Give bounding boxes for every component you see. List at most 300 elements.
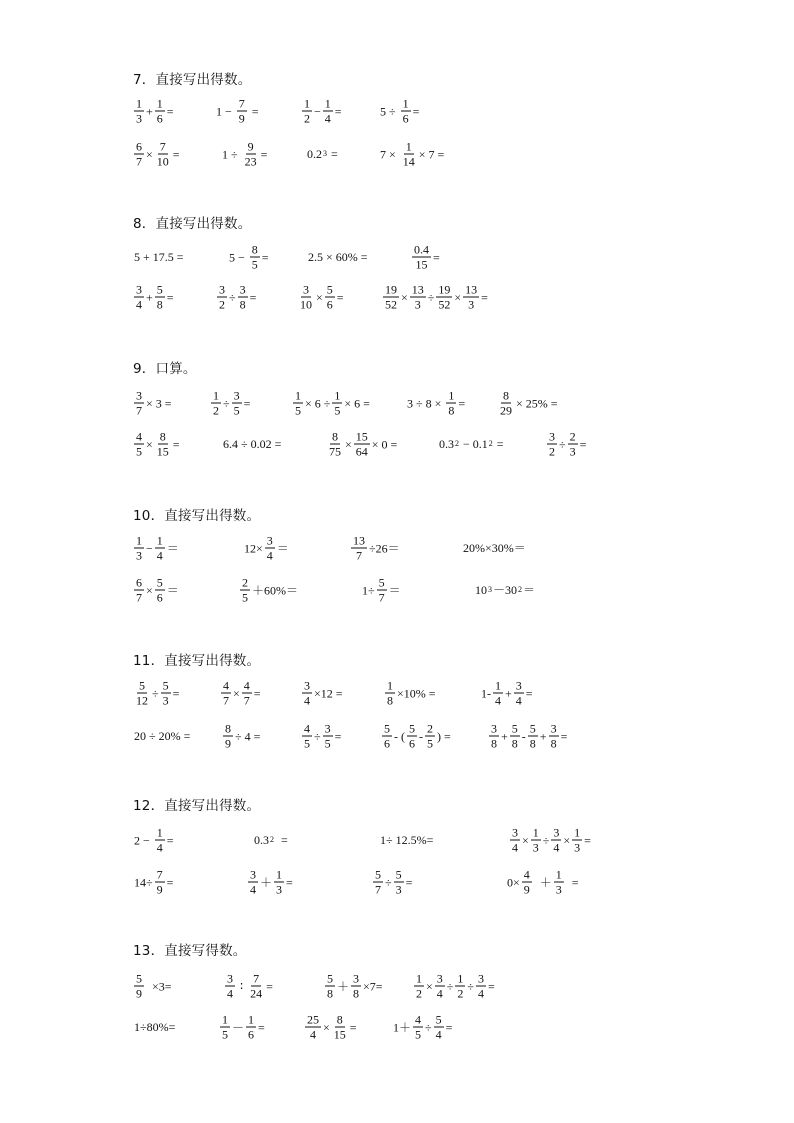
expression-text: × 6 =	[344, 396, 370, 410]
expression-text: =	[243, 396, 251, 410]
arithmetic-problem	[133, 730, 191, 742]
fraction-numerator: 1	[248, 1012, 255, 1027]
expression-text: ×	[522, 833, 529, 847]
expression-text: =	[560, 729, 568, 743]
fraction-numerator: 2	[569, 429, 576, 444]
arithmetic-problem	[304, 1014, 358, 1041]
expression-text: ×7=	[363, 979, 383, 993]
fraction-denominator: 8	[491, 736, 497, 751]
expression-text: ×	[146, 437, 153, 451]
expression-text: －30	[493, 583, 518, 597]
fraction-numerator: 5	[395, 867, 402, 882]
expression-text: =	[166, 833, 174, 847]
arithmetic-problem	[326, 431, 398, 458]
expression-text: =	[334, 104, 342, 118]
fraction	[134, 431, 144, 458]
expression-text: =	[336, 290, 344, 304]
fraction-numerator: 4	[415, 1012, 422, 1027]
arithmetic-problem	[307, 251, 369, 263]
expression-text: ＝	[166, 583, 179, 597]
expression-text: ∶	[237, 979, 247, 993]
expression-text: ÷ 4 =	[235, 729, 261, 743]
fraction	[510, 827, 520, 854]
arithmetic-problem	[133, 141, 181, 168]
fraction-numerator: 3	[553, 825, 560, 840]
fraction	[134, 390, 144, 417]
fraction-numerator: 5	[378, 575, 385, 590]
fraction-numerator: 6	[136, 139, 142, 154]
fraction-numerator: 3	[353, 971, 360, 986]
fraction-denominator: 4	[310, 1027, 316, 1042]
fraction	[425, 723, 435, 750]
fraction-denominator: 4	[156, 548, 163, 563]
fraction-denominator: 29	[500, 403, 512, 418]
fraction-denominator: 4	[435, 1027, 442, 1042]
expression-text: × 0 =	[371, 437, 398, 451]
arithmetic-problem	[133, 577, 180, 604]
fraction	[410, 284, 426, 311]
arithmetic-problem	[301, 723, 342, 750]
arithmetic-problem	[546, 431, 587, 458]
fraction	[302, 98, 312, 125]
expression-text: ×3=	[146, 979, 172, 993]
section-title: 12．直接写出得数。	[133, 798, 261, 814]
fraction	[435, 973, 445, 1000]
fraction-denominator: 8	[529, 736, 536, 751]
fraction	[354, 431, 370, 458]
fraction-denominator: 12	[136, 693, 148, 708]
arithmetic-problem	[133, 390, 173, 417]
fraction-denominator: 4	[227, 986, 233, 1001]
expression-text: =	[172, 686, 180, 700]
fraction-numerator: 3	[515, 678, 522, 693]
fraction	[401, 98, 411, 125]
fraction	[373, 869, 383, 896]
fraction	[155, 141, 171, 168]
expression-text: −	[314, 104, 321, 118]
fraction	[514, 680, 524, 707]
exponent: 2	[518, 585, 523, 594]
fraction	[455, 973, 465, 1000]
fraction-denominator: 6	[384, 736, 390, 751]
fraction-denominator: 4	[495, 693, 501, 708]
expression-text: ×	[146, 147, 153, 161]
fraction	[568, 431, 578, 458]
fraction-denominator: 8	[156, 297, 163, 312]
fraction	[223, 723, 233, 750]
fraction-numerator: 1	[156, 96, 163, 111]
arithmetic-problem	[292, 390, 371, 417]
fraction-denominator: 2	[457, 986, 464, 1001]
fraction	[547, 431, 557, 458]
arithmetic-problem	[381, 723, 452, 750]
expression-text: ÷	[467, 979, 474, 993]
expression-text: ＝	[166, 541, 179, 555]
fraction	[238, 284, 248, 311]
arithmetic-problem	[243, 535, 290, 562]
fraction	[528, 723, 538, 750]
expression-text: 1÷80%=	[134, 1020, 176, 1034]
fraction	[161, 680, 171, 707]
arithmetic-problem	[216, 284, 257, 311]
expression-text: 14÷	[134, 875, 153, 889]
expression-text: 0.3	[254, 833, 269, 847]
expression-text: －	[232, 1020, 245, 1034]
fraction-numerator: 1	[457, 971, 464, 986]
fraction	[412, 244, 431, 271]
fraction-denominator: 5	[415, 1027, 422, 1042]
fraction-numerator: 8	[251, 242, 258, 257]
expression-text: 10	[475, 583, 487, 597]
fraction	[134, 973, 144, 1000]
arithmetic-problem	[228, 244, 270, 271]
arithmetic-problem	[350, 535, 401, 562]
expression-text: -	[419, 729, 423, 743]
arithmetic-problem	[222, 438, 282, 450]
fraction-numerator: 3	[250, 867, 256, 882]
arithmetic-problem	[301, 680, 344, 707]
fraction	[332, 390, 342, 417]
expression-text: =	[412, 104, 420, 118]
arithmetic-problem	[133, 535, 180, 562]
arithmetic-problem	[509, 827, 592, 854]
fraction	[155, 284, 165, 311]
arithmetic-problem	[133, 1021, 176, 1033]
fraction	[323, 98, 333, 125]
expression-text: =	[334, 729, 342, 743]
arithmetic-problem	[372, 869, 413, 896]
arithmetic-problem	[474, 584, 536, 596]
expression-text: 0×	[507, 875, 520, 889]
fraction	[240, 577, 250, 604]
expression-text: ÷26＝	[369, 541, 400, 555]
section-title: 13．直接写得数。	[133, 943, 247, 959]
expression-text: ×	[401, 290, 408, 304]
fraction-numerator: 3	[550, 721, 557, 736]
fraction-denominator: 4	[304, 693, 310, 708]
expression-text: ÷	[427, 290, 435, 304]
fraction-denominator: 2	[416, 986, 422, 1001]
fraction-denominator: 52	[385, 297, 397, 312]
arithmetic-problem	[462, 542, 527, 554]
expression-text: =	[328, 147, 338, 161]
expression-text: − 0.1	[460, 437, 488, 451]
fraction	[436, 284, 452, 311]
expression-text: =	[525, 686, 533, 700]
expression-text: +	[539, 729, 547, 743]
fraction-numerator: 19	[438, 282, 451, 297]
section-title: 8．直接写出得数。	[133, 216, 252, 232]
fraction-denominator: 24	[250, 986, 263, 1001]
expression-text: ＝	[276, 541, 289, 555]
fraction	[305, 1014, 321, 1041]
fraction	[248, 973, 264, 1000]
fraction-denominator: 3	[395, 882, 402, 897]
fraction-denominator: 9	[225, 736, 231, 751]
arithmetic-problem	[379, 141, 445, 168]
fraction	[248, 869, 258, 896]
fraction-denominator: 3	[162, 693, 169, 708]
expression-text: =	[260, 147, 268, 161]
fraction	[446, 390, 456, 417]
fraction-denominator: 8	[448, 403, 455, 418]
section-title: 9．口算。	[133, 361, 197, 377]
expression-text: ÷	[314, 729, 321, 743]
fraction-numerator: 3	[436, 971, 443, 986]
fraction-numerator: 1	[222, 1012, 228, 1027]
fraction	[298, 284, 314, 311]
fraction-denominator: 6	[156, 590, 163, 605]
expression-text: 1 −	[216, 104, 235, 118]
fraction-numerator: 7	[156, 867, 163, 882]
expression-text: =	[565, 875, 579, 889]
fraction	[382, 723, 392, 750]
fraction-numerator: 6	[136, 575, 142, 590]
fraction-denominator: 3	[136, 111, 142, 126]
arithmetic-problem	[220, 680, 262, 707]
expression-text: ×	[323, 1020, 330, 1034]
arithmetic-problem	[411, 244, 441, 271]
fraction-denominator: 4	[250, 882, 256, 897]
fraction-denominator: 6	[326, 297, 333, 312]
fraction	[394, 869, 404, 896]
expression-text: ÷	[223, 396, 230, 410]
fraction-denominator: 8	[550, 736, 557, 751]
fraction-numerator: 5	[384, 721, 390, 736]
fraction	[332, 1014, 348, 1041]
fraction-numerator: 3	[233, 388, 240, 403]
section-title: 11．直接写出得数。	[133, 653, 261, 669]
fraction-denominator: 3	[414, 297, 421, 312]
fraction-numerator: 3	[239, 282, 246, 297]
fraction	[323, 723, 333, 750]
fraction-denominator: 5	[136, 444, 142, 459]
fraction-numerator: 3	[304, 678, 310, 693]
fraction	[250, 244, 260, 271]
arithmetic-problem	[219, 1014, 266, 1041]
fraction-numerator: 5	[136, 971, 142, 986]
expression-text: ＝	[523, 583, 536, 597]
expression-text: +	[146, 104, 153, 118]
arithmetic-problem	[384, 680, 437, 707]
expression-text: =	[487, 979, 495, 993]
fraction-numerator: 13	[353, 533, 365, 548]
fraction	[134, 535, 144, 562]
fraction-denominator: 4	[156, 840, 163, 855]
fraction	[434, 1014, 444, 1041]
expression-text: −	[146, 541, 153, 555]
fraction-denominator: 5	[251, 257, 258, 272]
fraction-denominator: 4	[512, 840, 518, 855]
fraction	[385, 680, 395, 707]
fraction	[510, 723, 520, 750]
fraction-denominator: 3	[532, 840, 539, 855]
fraction-denominator: 7	[356, 548, 362, 563]
arithmetic-problem	[133, 431, 181, 458]
fraction-numerator: 5	[156, 575, 163, 590]
fraction-numerator: 1	[156, 533, 163, 548]
fraction-numerator: 1	[324, 96, 331, 111]
expression-text: 20 ÷ 20% =	[134, 729, 191, 743]
fraction-numerator: 1	[156, 825, 163, 840]
expression-text: =	[248, 104, 259, 118]
expression-text: 0.2	[307, 147, 322, 161]
fraction-denominator: 3	[136, 548, 142, 563]
fraction-denominator: 2	[219, 297, 225, 312]
fraction-denominator: 4	[436, 986, 443, 1001]
arithmetic-problem	[297, 284, 345, 311]
fraction-numerator: 5	[326, 282, 333, 297]
arithmetic-problem	[382, 284, 489, 311]
fraction-denominator: 6	[409, 736, 415, 751]
fraction-numerator: 7	[253, 971, 260, 986]
fraction-numerator: 1	[574, 825, 581, 840]
expression-text: ＋	[337, 979, 350, 993]
fraction-numerator: 4	[223, 678, 229, 693]
expression-text: ×	[345, 437, 352, 451]
fraction-numerator: 3	[477, 971, 484, 986]
arithmetic-problem	[406, 390, 466, 417]
fraction-denominator: 5	[242, 590, 248, 605]
fraction	[351, 973, 361, 1000]
fraction-numerator: 1	[416, 971, 422, 986]
section-title: 10．直接写出得数。	[133, 508, 261, 524]
expression-text: 12×	[244, 541, 263, 555]
fraction	[225, 973, 235, 1000]
fraction	[522, 869, 532, 896]
fraction	[413, 1014, 423, 1041]
expression-text: ×	[454, 290, 462, 304]
section-title: 7．直接写出得数。	[133, 72, 252, 88]
expression-text: 1÷ 12.5%=	[380, 833, 434, 847]
expression-text: 1 ÷	[222, 147, 241, 161]
expression-text: × 7 =	[418, 147, 445, 161]
fraction	[383, 284, 399, 311]
fraction-numerator: 4	[304, 721, 310, 736]
fraction-numerator: 25	[307, 1012, 319, 1027]
fraction-denominator: 4	[515, 693, 522, 708]
fraction-numerator: 5	[435, 1012, 442, 1027]
fraction-numerator: 8	[332, 429, 338, 444]
fraction-denominator: 8	[387, 693, 393, 708]
fraction-denominator: 4	[136, 297, 142, 312]
arithmetic-problem	[480, 680, 534, 707]
arithmetic-problem	[222, 723, 261, 750]
expression-text: =	[433, 250, 440, 264]
fraction-numerator: 8	[225, 721, 231, 736]
fraction-numerator: 13	[411, 282, 424, 297]
fraction-denominator: 15	[415, 257, 428, 272]
fraction-denominator: 5	[233, 403, 240, 418]
fraction	[493, 680, 503, 707]
fraction-numerator: 8	[159, 429, 166, 444]
fraction-numerator: 3	[266, 533, 273, 548]
fraction-numerator: 1	[402, 96, 409, 111]
fraction	[414, 973, 424, 1000]
expression-text: =	[261, 250, 269, 264]
arithmetic-problem	[379, 98, 420, 125]
fraction-numerator: 1	[334, 388, 341, 403]
fraction	[155, 98, 165, 125]
fraction-numerator: 3	[136, 388, 142, 403]
fraction-denominator: 4	[266, 548, 273, 563]
expression-text: 0.3	[439, 437, 454, 451]
fraction-denominator: 2	[549, 444, 555, 459]
fraction-numerator: 5	[529, 721, 536, 736]
expression-text: =	[266, 979, 273, 993]
fraction	[531, 827, 541, 854]
fraction-denominator: 8	[239, 297, 246, 312]
expression-text: ＋	[260, 875, 273, 889]
fraction	[407, 723, 417, 750]
fraction-denominator: 7	[136, 154, 142, 169]
arithmetic-problem	[497, 390, 559, 417]
fraction-numerator: 1	[405, 139, 412, 154]
expression-text: ×	[426, 979, 433, 993]
expression-text: ＋60%＝	[252, 583, 298, 597]
expression-text: ×10% =	[397, 686, 436, 700]
fraction	[463, 284, 479, 311]
fraction	[134, 680, 150, 707]
fraction-denominator: 9	[523, 882, 530, 897]
fraction-denominator: 6	[156, 111, 163, 126]
expression-text: 6.4 ÷ 0.02 =	[223, 437, 282, 451]
arithmetic-problem	[133, 251, 185, 263]
fraction-denominator: 23	[244, 154, 257, 169]
fraction-denominator: 75	[329, 444, 341, 459]
fraction-numerator: 13	[465, 282, 478, 297]
fraction	[498, 390, 514, 417]
fraction-denominator: 2	[213, 403, 219, 418]
fraction-denominator: 14	[402, 154, 415, 169]
fraction	[134, 577, 144, 604]
fraction-numerator: 5	[375, 867, 381, 882]
exponent: 2	[455, 439, 459, 448]
fraction-numerator: 1	[136, 96, 142, 111]
fraction	[217, 284, 227, 311]
fraction	[155, 577, 165, 604]
expression-text: 3 ÷ 8 ×	[407, 396, 445, 410]
expression-text: =	[579, 437, 587, 451]
fraction-numerator: 1	[532, 825, 539, 840]
expression-text: -	[521, 729, 526, 743]
expression-text: 2.5 × 60% =	[308, 250, 368, 264]
arithmetic-problem	[361, 577, 402, 604]
fraction-numerator: 3	[491, 721, 497, 736]
fraction	[302, 723, 312, 750]
fraction-denominator: 6	[402, 111, 409, 126]
expression-text: =	[405, 875, 413, 889]
expression-text: +	[505, 686, 512, 700]
fraction-numerator: 5	[156, 282, 163, 297]
fraction	[232, 390, 242, 417]
expression-text: =	[584, 833, 591, 847]
fraction-numerator: 4	[243, 678, 250, 693]
fraction-denominator: 7	[243, 693, 250, 708]
fraction-numerator: 1	[276, 867, 283, 882]
expression-text: - (	[394, 729, 405, 743]
arithmetic-problem	[133, 869, 174, 896]
expression-text: ×12 =	[314, 686, 343, 700]
fraction-denominator: 15	[156, 444, 169, 459]
fraction-denominator: 4	[324, 111, 331, 126]
arithmetic-problem	[133, 98, 175, 125]
fraction-numerator: 3	[136, 282, 142, 297]
expression-text: ÷	[152, 686, 159, 700]
fraction-denominator: 8	[353, 986, 360, 1001]
expression-text: 7 ×	[380, 147, 399, 161]
fraction	[549, 723, 559, 750]
